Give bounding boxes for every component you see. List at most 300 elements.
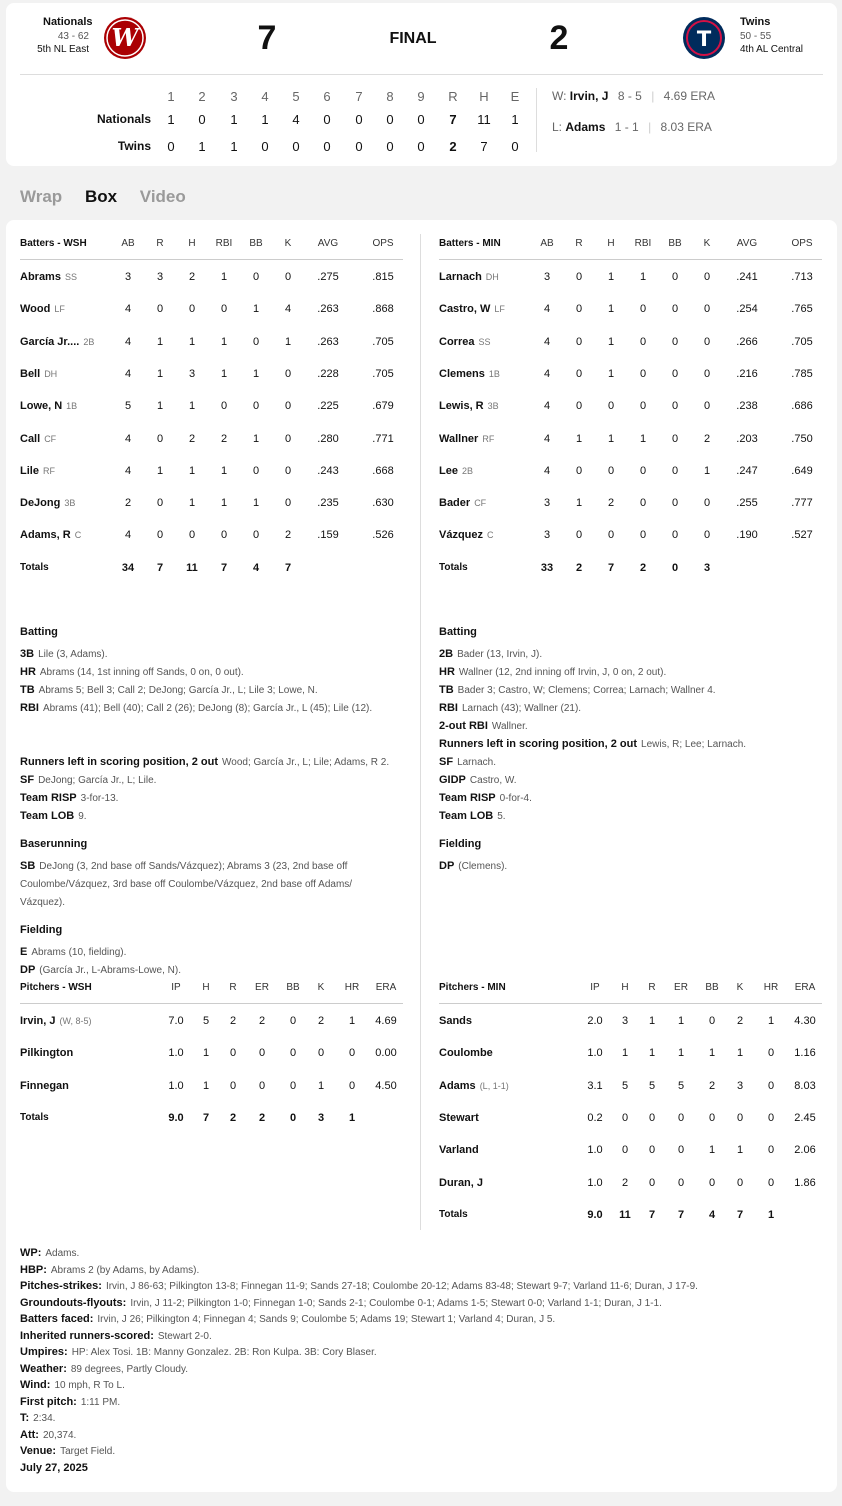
- game-info-key: T:: [20, 1412, 30, 1424]
- batting-stat: .159: [317, 529, 339, 542]
- pitching-stat: 0: [736, 1111, 744, 1124]
- player-name[interactable]: Call: [20, 432, 41, 445]
- pitching-stat: 1: [708, 1144, 716, 1157]
- batting-stat: .705: [372, 367, 394, 380]
- pitching-stat: 0: [317, 1047, 325, 1060]
- batting-stat: .238: [736, 400, 758, 413]
- home-pitcher-row[interactable]: [439, 1112, 479, 1124]
- batting-stat: 0: [703, 335, 711, 348]
- away-batter-row[interactable]: [20, 433, 56, 445]
- player-name[interactable]: Adams, R: [20, 529, 71, 542]
- batting-stat: 0: [188, 303, 196, 316]
- batting-stat: 4: [543, 432, 551, 445]
- box-score: [6, 220, 837, 1492]
- away-pitching-col-k[interactable]: K: [317, 982, 325, 993]
- note-value: Wallner (12, 2nd inning off Irvin, J, 0 on, 2 out).: [458, 667, 667, 678]
- note-value: 5.: [497, 811, 506, 822]
- player-name[interactable]: Bader: [439, 497, 471, 510]
- home-batting-col-ops[interactable]: OPS: [791, 238, 813, 249]
- batting-stat: .705: [791, 335, 813, 348]
- batting-stat: 1: [156, 335, 164, 348]
- note-value: Larnach.: [457, 757, 496, 768]
- note-value: Wallner.: [491, 721, 528, 732]
- linescore-cell: 1: [167, 112, 175, 127]
- away-batter-row[interactable]: [20, 368, 57, 380]
- pitching-stat: 0: [648, 1144, 656, 1157]
- batting-stat: 1: [607, 271, 615, 283]
- home-note-line: [439, 857, 809, 876]
- player-position: 3B: [64, 498, 76, 509]
- pitcher-name[interactable]: Stewart: [439, 1111, 479, 1124]
- tab-box[interactable]: Box: [84, 187, 118, 206]
- away-pitching-col-era[interactable]: ERA: [375, 982, 397, 993]
- note-value: 3-for-13.: [80, 793, 119, 804]
- away-batting-col-avg[interactable]: AVG: [317, 238, 339, 249]
- player-name[interactable]: Lee: [439, 464, 458, 477]
- note-value: Bader 3; Castro, W; Clemens; Correa; Larnach; Wallner 4.: [457, 685, 716, 696]
- away-note-line: [20, 857, 390, 912]
- away-notes-heading-fielding: Fielding: [20, 924, 63, 936]
- batting-stat: 0: [639, 400, 647, 413]
- home-pitching-col-bb[interactable]: BB: [705, 982, 719, 993]
- batting-stat: 5: [124, 400, 132, 413]
- linescore-cell: 0: [292, 139, 300, 154]
- home-pitching-col-ip[interactable]: IP: [590, 982, 600, 993]
- batting-stat: 0: [220, 529, 228, 542]
- pitching-stat: 0: [767, 1079, 775, 1092]
- pitching-total: 2: [229, 1111, 237, 1124]
- batting-stat: .771: [372, 432, 394, 445]
- batting-total: 7: [156, 561, 164, 574]
- linescore-cell: 7: [480, 139, 488, 154]
- pitching-stat: 0: [289, 1015, 297, 1027]
- player-name[interactable]: Lowe, N: [20, 400, 63, 413]
- batting-stat: .190: [736, 529, 758, 542]
- twins-logo-icon[interactable]: [682, 16, 726, 60]
- linescore-header-3: 3: [230, 89, 238, 104]
- home-batters-title: Batters - MIN: [439, 238, 501, 249]
- away-pitcher-row[interactable]: [20, 1080, 69, 1092]
- home-note-line: [439, 717, 809, 736]
- away-pitchers-title: Pitchers - WSH: [20, 982, 92, 993]
- home-batter-row[interactable]: [439, 336, 490, 348]
- batting-stat: 0: [284, 367, 292, 380]
- player-name[interactable]: García Jr....: [20, 335, 80, 348]
- away-batting-col-rbi[interactable]: RBI: [215, 238, 233, 249]
- note-key: RBI: [439, 702, 458, 714]
- pitcher-name[interactable]: Pilkington: [20, 1047, 74, 1060]
- home-pitching-col-hr[interactable]: HR: [763, 982, 779, 993]
- win-pitcher-era: 4.69 ERA: [663, 89, 716, 103]
- batting-stat: .225: [317, 400, 339, 413]
- away-batter-row[interactable]: [20, 465, 55, 477]
- player-name[interactable]: Larnach: [439, 271, 482, 283]
- batting-stat: 0: [575, 303, 583, 316]
- batting-stat: 1: [188, 497, 196, 510]
- away-note-line: [20, 681, 390, 700]
- away-pitcher-row[interactable]: [20, 1047, 73, 1059]
- linescore-cell: 0: [417, 139, 425, 154]
- game-info-value: Irvin, J 86-63; Pilkington 13-8; Finnegan 11-9; Sands 27-18; Coulombe 20-12; Adams 83-48; Stewart 9-7; Varland 11-6; Duran, J 17-9.: [105, 1281, 698, 1292]
- home-batter-row[interactable]: [439, 271, 499, 283]
- note-key: GIDP: [439, 774, 466, 786]
- batting-total: 7: [284, 561, 292, 574]
- batting-stat: 0: [607, 464, 615, 477]
- pitcher-name[interactable]: Varland: [439, 1144, 479, 1157]
- batting-stat: 0: [156, 497, 164, 510]
- batting-stat: 0: [671, 497, 679, 510]
- away-pitcher-row[interactable]: [20, 1015, 91, 1027]
- home-pitching-header-rule: [439, 1003, 822, 1004]
- batting-stat: 0: [284, 271, 292, 283]
- away-batting-totals-label: Totals: [20, 561, 49, 573]
- game-info-value: Adams.: [45, 1248, 80, 1259]
- game-info-line: [20, 1396, 120, 1408]
- linescore-cell: 4: [292, 112, 300, 127]
- pitching-total: 7: [677, 1208, 685, 1221]
- batting-stat: .235: [317, 497, 339, 510]
- note-value: Larnach (43); Wallner (21).: [461, 703, 582, 714]
- game-info-key: First pitch:: [20, 1395, 77, 1408]
- away-team-record: 43 - 62: [57, 31, 89, 42]
- tab-wrap[interactable]: Wrap: [20, 187, 63, 206]
- note-key: TB: [439, 684, 454, 696]
- game-date: July 27, 2025: [20, 1461, 88, 1474]
- home-batting-col-k[interactable]: K: [703, 238, 711, 249]
- pitching-stat: 3: [621, 1015, 629, 1027]
- pitcher-name[interactable]: Finnegan: [20, 1079, 69, 1092]
- batting-stat: 2: [703, 432, 711, 445]
- batting-total: 4: [252, 561, 260, 574]
- batting-stat: 0: [156, 529, 164, 542]
- tab-video[interactable]: Video: [139, 187, 186, 206]
- away-team-division: 5th NL East: [37, 44, 89, 55]
- loss-pitcher-era: 8.03 ERA: [660, 120, 712, 134]
- away-note-line: [20, 699, 390, 718]
- pitcher-name[interactable]: Duran, J: [439, 1176, 484, 1189]
- game-info-key: Groundouts-flyouts:: [20, 1296, 127, 1309]
- away-score: 7: [257, 19, 277, 57]
- linescore-cell: 0: [355, 112, 363, 127]
- away-note-line: [20, 645, 390, 664]
- batting-stat: .713: [791, 271, 813, 283]
- player-position: LF: [54, 304, 65, 315]
- batting-total: 2: [639, 561, 647, 574]
- pitching-stat: 1: [648, 1015, 656, 1027]
- game-info-value: Abrams 2 (by Adams, by Adams).: [50, 1264, 200, 1276]
- pitching-stat: 0.2: [587, 1111, 603, 1124]
- player-name[interactable]: Correa: [439, 335, 475, 348]
- pitching-stat: 0: [621, 1111, 629, 1124]
- batting-stat: .668: [372, 464, 394, 477]
- pitching-stat: 2.06: [794, 1144, 816, 1157]
- note-key: Team RISP: [439, 792, 496, 804]
- note-value: 0-for-4.: [499, 793, 532, 804]
- game-info-value: Irvin, J 11-2; Pilkington 1-0; Finnegan 1-0; Sands 2-1; Coulombe 0-1; Adams 1-5; Stewart 0-0; Varland 1-1; Duran, J 1-1.: [130, 1297, 662, 1309]
- away-batting-col-h[interactable]: H: [188, 238, 196, 249]
- home-batting-col-r[interactable]: R: [575, 238, 583, 249]
- game-status: FINAL: [389, 30, 437, 47]
- column-divider: [420, 234, 421, 1230]
- player-position: LF: [494, 304, 505, 315]
- away-batter-row[interactable]: [20, 400, 77, 412]
- player-position: CF: [44, 433, 57, 444]
- game-info-value: 20,374.: [42, 1429, 77, 1441]
- pitching-stat: 1.0: [587, 1144, 603, 1157]
- pitching-stat: 1.0: [587, 1047, 603, 1060]
- note-key: SB: [20, 860, 36, 872]
- player-position: SS: [64, 272, 77, 282]
- batting-stat: 4: [124, 529, 132, 542]
- pitching-stat: 2: [708, 1079, 716, 1092]
- home-batting-col-ab[interactable]: AB: [540, 238, 554, 249]
- game-info-key: Venue:: [20, 1445, 57, 1457]
- batting-stat: .254: [736, 303, 758, 316]
- note-value: Bader (13, Irvin, J).: [457, 649, 543, 660]
- away-pitching-col-er[interactable]: ER: [255, 982, 269, 993]
- pitching-stat: 1: [202, 1079, 210, 1092]
- batting-stat: .526: [372, 529, 394, 542]
- home-pitching-col-h[interactable]: H: [621, 982, 629, 993]
- batting-stat: 0: [252, 271, 260, 283]
- note-key: Team LOB: [439, 810, 494, 822]
- away-batting-col-ops[interactable]: OPS: [372, 238, 394, 249]
- player-name[interactable]: DeJong: [20, 497, 61, 510]
- batting-stat: 3: [543, 529, 551, 542]
- pitching-stat: 0: [767, 1047, 775, 1060]
- linescore-cell: 1: [511, 112, 519, 127]
- batting-stat: 2: [124, 497, 132, 510]
- game-info-key: Weather:: [20, 1362, 67, 1375]
- batting-stat: .255: [736, 497, 758, 510]
- away-team-name[interactable]: Nationals: [43, 16, 93, 28]
- linescore-team-twins[interactable]: Twins: [117, 139, 151, 153]
- player-name[interactable]: Wallner: [439, 432, 479, 445]
- home-batter-row[interactable]: [439, 465, 473, 477]
- note-value: 9.: [78, 811, 87, 822]
- tab-bar: [20, 187, 204, 207]
- game-info-value: 2:34.: [33, 1413, 56, 1424]
- winning-pitcher[interactable]: W: Irvin, J 8 - 5 | 4.69 ERA: [552, 89, 716, 103]
- home-pitcher-row[interactable]: [439, 1144, 479, 1156]
- batting-stat: 0: [671, 432, 679, 445]
- away-batting-col-k[interactable]: K: [284, 238, 292, 249]
- game-info-value: Target Field.: [60, 1446, 116, 1457]
- home-batter-row[interactable]: [439, 303, 505, 315]
- linescore-cell: 7: [449, 112, 457, 127]
- home-batting-totals-label: Totals: [439, 561, 468, 573]
- pitching-stat: 2: [317, 1015, 325, 1027]
- batting-stat: .750: [791, 432, 813, 445]
- away-batter-row[interactable]: [20, 497, 75, 509]
- pitching-stat: 0: [289, 1047, 297, 1060]
- pitching-stat: 0: [708, 1176, 716, 1189]
- game-info-key: Att:: [20, 1428, 39, 1441]
- home-pitcher-row[interactable]: [439, 1177, 483, 1189]
- batting-stat: 1: [607, 335, 615, 348]
- batting-stat: .686: [791, 400, 813, 413]
- note-key: E: [20, 946, 28, 958]
- home-pitching-col-era[interactable]: ERA: [794, 982, 816, 993]
- batting-stat: 0: [671, 271, 679, 283]
- nationals-logo-icon[interactable]: [103, 16, 147, 60]
- note-key: HR: [439, 666, 455, 678]
- note-value: Castro, W.: [469, 775, 517, 786]
- home-batter-row[interactable]: [439, 529, 494, 541]
- player-name[interactable]: Castro, W: [439, 303, 491, 316]
- game-info-key: Batters faced:: [20, 1313, 94, 1325]
- linescore-cell: 0: [355, 139, 363, 154]
- note-value: Abrams (41); Bell (40); Call 2 (26); DeJong (8); García Jr., L (45); Lile (12).: [42, 703, 373, 714]
- home-team-division: 4th AL Central: [740, 44, 804, 55]
- batting-stat: 0: [252, 464, 260, 477]
- pitcher-name[interactable]: Adams: [439, 1079, 476, 1092]
- batting-stat: 0: [284, 497, 292, 510]
- away-batter-row[interactable]: [20, 271, 77, 283]
- home-batter-row[interactable]: [439, 368, 500, 380]
- batting-total: 7: [607, 561, 615, 574]
- game-info-value: Stewart 2-0.: [157, 1330, 212, 1342]
- away-batting-col-r[interactable]: R: [156, 238, 164, 249]
- away-pitching-col-bb[interactable]: BB: [286, 982, 300, 993]
- batting-stat: 1: [575, 432, 583, 445]
- batting-stat: 3: [543, 497, 551, 510]
- player-name[interactable]: Vázquez: [439, 529, 484, 542]
- away-pitching-col-hr[interactable]: HR: [344, 982, 360, 993]
- batting-stat: 0: [671, 529, 679, 542]
- player-name[interactable]: Clemens: [439, 367, 485, 380]
- pitcher-name[interactable]: Irvin, J: [20, 1015, 56, 1027]
- batting-stat: 2: [188, 432, 196, 445]
- away-batter-row[interactable]: [20, 529, 81, 541]
- batting-stat: 1: [220, 464, 228, 477]
- batting-stat: 1: [639, 432, 647, 445]
- note-value: (Clemens).: [458, 861, 508, 872]
- pitcher-decision: (W, 8-5): [59, 1016, 92, 1026]
- pitching-total: 11: [619, 1208, 631, 1221]
- game-info-value: HP: Alex Tosi. 1B: Manny Gonzalez. 2B: Ron Kulpa. 3B: Cory Blaser.: [71, 1347, 377, 1358]
- pitching-stat: 0: [708, 1015, 716, 1027]
- away-batting-col-bb[interactable]: BB: [249, 238, 263, 249]
- home-team-name[interactable]: Twins: [740, 16, 771, 28]
- away-pitching-col-r[interactable]: R: [229, 982, 237, 993]
- batting-stat: 1: [188, 464, 196, 477]
- batting-stat: .527: [791, 529, 813, 542]
- home-pitching-col-r[interactable]: R: [648, 982, 656, 993]
- batting-stat: 0: [671, 400, 679, 413]
- home-pitching-col-er[interactable]: ER: [674, 982, 688, 993]
- game-info-key: Inherited runners-scored:: [20, 1329, 154, 1342]
- away-note-line: [20, 943, 390, 962]
- linescore-header-1: 1: [167, 89, 175, 104]
- home-note-line: [439, 663, 809, 682]
- game-info-line: [20, 1346, 377, 1358]
- home-batting-col-avg[interactable]: AVG: [736, 238, 758, 249]
- batting-stat: 1: [220, 335, 228, 348]
- home-batter-row[interactable]: [439, 400, 499, 412]
- home-batting-col-h[interactable]: H: [607, 238, 615, 249]
- home-team-record: 50 - 55: [740, 31, 772, 42]
- batting-stat: .777: [791, 497, 813, 510]
- player-name[interactable]: Abrams: [20, 271, 61, 283]
- linescore-team-nationals[interactable]: Nationals: [96, 112, 151, 126]
- linescore-cell: 1: [198, 139, 206, 154]
- batting-stat: 0: [220, 400, 228, 413]
- away-pitching-col-h[interactable]: H: [202, 982, 210, 993]
- game-info-line: [20, 1379, 125, 1391]
- home-pitcher-row[interactable]: [439, 1015, 472, 1027]
- pitching-stat: 2: [736, 1015, 744, 1027]
- home-batting-col-bb[interactable]: BB: [668, 238, 682, 249]
- batting-stat: 1: [252, 303, 260, 316]
- pitching-stat: 0: [767, 1111, 775, 1124]
- batting-stat: 0: [607, 529, 615, 542]
- batting-stat: .868: [372, 303, 394, 316]
- note-value: Wood; García Jr., L; Lile; Adams, R 2.: [222, 757, 390, 768]
- pitching-stat: 0: [708, 1111, 716, 1124]
- loss-label: L:: [552, 120, 563, 134]
- pitching-stat: 0: [348, 1079, 356, 1092]
- pitching-stat: 7.0: [168, 1015, 184, 1027]
- batting-stat: 0: [639, 335, 647, 348]
- losing-pitcher[interactable]: L: Adams 1 - 1 | 8.03 ERA: [552, 120, 712, 134]
- home-pitching-col-k[interactable]: K: [736, 982, 744, 993]
- pitching-stat: 1: [708, 1047, 716, 1060]
- home-note-line: [439, 753, 809, 772]
- batting-stat: 1: [607, 367, 615, 380]
- away-notes-heading-batting: Batting: [20, 626, 58, 638]
- player-name[interactable]: Lile: [20, 464, 39, 477]
- home-pitcher-row[interactable]: [439, 1080, 509, 1092]
- linescore-cell: 0: [386, 139, 394, 154]
- home-batting-col-rbi[interactable]: RBI: [634, 238, 652, 249]
- batting-stat: .630: [372, 497, 394, 510]
- game-info-line: [20, 1445, 115, 1457]
- pitching-total: 3: [317, 1111, 325, 1124]
- batting-stat: 4: [124, 335, 132, 348]
- pitching-total: 7: [202, 1111, 210, 1124]
- away-batter-row[interactable]: [20, 303, 65, 315]
- player-position: 1B: [488, 368, 500, 379]
- pitcher-name[interactable]: Sands: [439, 1015, 473, 1027]
- home-batter-row[interactable]: [439, 433, 494, 445]
- home-pitcher-row[interactable]: [439, 1047, 493, 1059]
- batting-total: 3: [703, 561, 711, 574]
- away-batter-row[interactable]: [20, 336, 94, 348]
- linescore-cell: 0: [198, 112, 206, 127]
- batting-stat: 4: [543, 400, 551, 413]
- batting-stat: 3: [188, 367, 196, 380]
- home-note-line: [439, 807, 809, 826]
- note-value: Lile (3, Adams).: [38, 649, 108, 660]
- batting-stat: 2: [220, 432, 228, 445]
- away-pitching-col-ip[interactable]: IP: [171, 982, 181, 993]
- pitching-stat: 1: [648, 1047, 656, 1060]
- pitcher-name[interactable]: Coulombe: [439, 1047, 493, 1060]
- player-name[interactable]: Lewis, R: [439, 400, 484, 413]
- batting-stat: 3: [156, 271, 164, 283]
- batting-stat: 0: [671, 464, 679, 477]
- player-position: 1B: [66, 401, 78, 412]
- away-batting-col-ab[interactable]: AB: [121, 238, 135, 249]
- player-name[interactable]: Wood: [20, 303, 51, 316]
- home-batter-row[interactable]: [439, 497, 486, 509]
- win-label: W:: [552, 89, 567, 103]
- batting-stat: 4: [543, 303, 551, 316]
- player-name[interactable]: Bell: [20, 367, 41, 380]
- away-note-line: [20, 807, 390, 826]
- game-info-value: Irvin, J 26; Pilkington 4; Finnegan 4; Sands 9; Coulombe 5; Adams 19; Stewart 1; Varland 4; Duran, J 5.: [97, 1314, 556, 1325]
